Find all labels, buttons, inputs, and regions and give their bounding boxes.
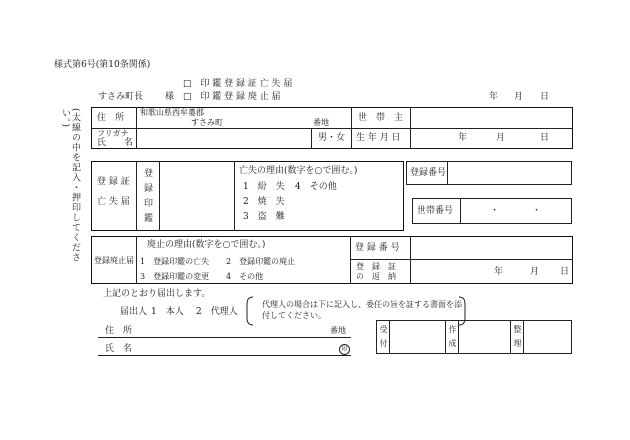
abolish-return-day: 日 — [560, 267, 570, 277]
birth-month-label: 月 — [496, 133, 506, 143]
loss-row-label-2: 亡 失 届 — [97, 197, 130, 207]
abolish-return-label-1: 登 録 証 — [356, 262, 396, 271]
title-option-2-label: 印 鑑 登 録 廃 止 届 — [200, 92, 281, 102]
address-banchi: 番地 — [313, 118, 329, 127]
abolish-reason-1[interactable]: 1 登録印鑑の亡失 — [140, 257, 210, 266]
loss-reason-3[interactable]: 3 盗 難 — [243, 212, 285, 222]
abolish-return-label-2: の 返 納 — [356, 272, 396, 281]
birth-year-label: 年 — [458, 133, 468, 143]
loss-reason-1[interactable]: 1 紛 失 — [243, 182, 285, 192]
addressee-suffix: 様 — [165, 92, 175, 102]
agent-note-line-1: 代理人の場合は下に記入し、委任の旨を証する書面を添 — [262, 300, 462, 309]
abolish-return-year: 年 — [494, 267, 504, 277]
birth-day-label: 日 — [540, 133, 550, 143]
abolish-reason-4[interactable]: 4 その他 — [226, 272, 264, 281]
title-option-2 — [183, 92, 281, 103]
address-prefix: 和歌山県西牟婁郡 — [140, 108, 204, 117]
agent-note-line-2: 付してください。 — [262, 311, 326, 320]
office-arranged: 整理 — [513, 325, 522, 353]
addressee: すさみ町長 — [98, 92, 144, 102]
office-use-box — [376, 320, 572, 354]
loss-reg-number-label: 登録番号 — [410, 168, 447, 178]
abolish-row-label: 登録廃止届 — [94, 256, 134, 265]
office-received: 受付 — [379, 325, 388, 353]
abolish-reason-3[interactable]: 3 登録印鑑の変更 — [140, 272, 210, 281]
abolish-return-month: 月 — [530, 267, 540, 277]
abolish-reason-2[interactable]: 2 登録印鑑の廃止 — [226, 257, 296, 266]
household-head-value[interactable] — [412, 110, 570, 126]
loss-reason-4[interactable]: 4 その他 — [295, 182, 337, 192]
birthdate-label: 生 年 月 日 — [356, 133, 401, 143]
form-number: 様式第6号(第10条関係) — [54, 60, 151, 70]
notice-text: 上記のとおり届出します。 — [103, 289, 211, 299]
declarant-name-line[interactable] — [98, 355, 351, 356]
seal-mark-icon: 印 — [339, 344, 350, 355]
declarant-option-agent[interactable]: 2 代理人 — [196, 307, 238, 317]
declarant-banchi: 番地 — [330, 326, 346, 335]
loss-reason-title: 亡失の理由(数字を○で囲む。) — [239, 166, 358, 176]
abolish-reason-title: 廃止の理由(数字を○で囲む。) — [147, 240, 266, 250]
date-year-label: 年 — [489, 92, 499, 102]
declarant-label: 届出人 — [120, 307, 148, 317]
loss-reason-2[interactable]: 2 焼 失 — [243, 197, 285, 207]
abolish-reg-number-label: 登 録 番 号 — [355, 243, 400, 253]
date-day-label: 日 — [540, 92, 550, 102]
date-month-label: 月 — [514, 92, 524, 102]
loss-row-label-1: 登 録 証 — [97, 177, 130, 187]
office-created: 作成 — [448, 325, 457, 353]
declarant-address-line[interactable] — [98, 337, 351, 338]
declarant-name-label: 氏 名 — [105, 344, 133, 354]
furigana-label: フリガナ — [97, 129, 129, 138]
household-head-label: 世 帯 主 — [358, 113, 404, 123]
checkbox-icon[interactable]: □ — [183, 79, 192, 89]
checkbox-icon[interactable]: □ — [183, 92, 192, 102]
name-label: 氏 名 — [97, 138, 134, 148]
declarant-address-label: 住 所 — [105, 326, 133, 336]
side-note: (太線の中を記入・押印してください。) — [60, 108, 80, 263]
title-option-1-label: 印 鑑 登 録 証 亡 失 届 — [200, 79, 293, 89]
gender-selector[interactable]: 男・女 — [318, 133, 346, 143]
declarant-option-self[interactable]: 1 本人 — [151, 307, 184, 317]
loss-seal-label: 登録印鑑 — [142, 168, 152, 228]
title-option-1 — [183, 79, 292, 90]
address-label: 住 所 — [97, 113, 125, 123]
household-number-dot-1: ・ — [490, 206, 500, 216]
household-number-label: 世帯番号 — [417, 206, 454, 216]
household-number-dot-2: ・ — [532, 206, 542, 216]
bracket-left-icon — [246, 296, 254, 326]
address-town: すさみ町 — [191, 118, 223, 127]
